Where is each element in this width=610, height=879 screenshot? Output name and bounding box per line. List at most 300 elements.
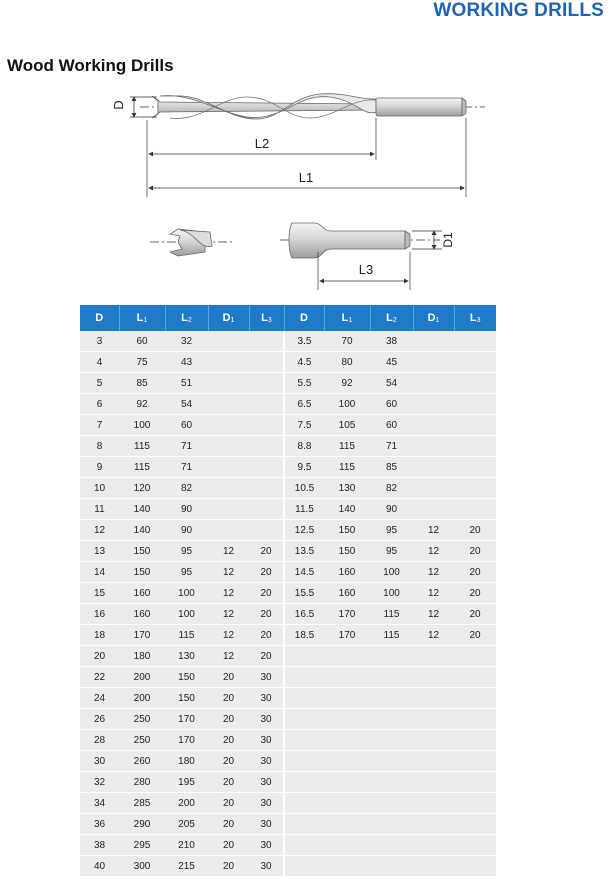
table-cell <box>454 436 496 457</box>
table-cell: 10.5 <box>284 478 324 499</box>
table-row <box>80 436 496 457</box>
column-header-sub: 3 <box>267 317 272 324</box>
table-cell <box>249 478 284 499</box>
table-cell: 20 <box>208 814 249 835</box>
table-cell: 160 <box>119 583 165 604</box>
column-header-main: D <box>222 312 231 324</box>
table-cell: 3 <box>80 331 119 352</box>
table-cell: 150 <box>165 667 208 688</box>
table-row <box>80 667 496 688</box>
table-cell <box>208 394 249 415</box>
table-cell: 90 <box>165 520 208 541</box>
table-cell: 16 <box>80 604 119 625</box>
table-row <box>80 835 496 856</box>
table-cell <box>324 646 370 667</box>
table-cell: 20 <box>454 583 496 604</box>
column-header-main: L <box>181 312 188 324</box>
table-cell <box>284 646 324 667</box>
table-cell: 12 <box>413 583 454 604</box>
column-header-main: L <box>261 312 268 324</box>
table-cell: 12.5 <box>284 520 324 541</box>
table-cell <box>454 730 496 751</box>
table-cell: 75 <box>119 352 165 373</box>
table-cell: 30 <box>249 709 284 730</box>
table-cell <box>324 835 370 856</box>
table-cell: 115 <box>165 625 208 646</box>
table-cell: 200 <box>165 793 208 814</box>
column-header <box>119 305 165 331</box>
column-header-main: D <box>95 312 104 324</box>
table-cell: 60 <box>119 331 165 352</box>
table-cell: 12 <box>413 625 454 646</box>
table-cell: 5.5 <box>284 373 324 394</box>
table-cell: 20 <box>249 646 284 667</box>
table-cell <box>370 688 413 709</box>
table-cell: 295 <box>119 835 165 856</box>
table-cell: 22 <box>80 667 119 688</box>
table-row <box>80 478 496 499</box>
table-cell <box>413 394 454 415</box>
table-header <box>80 305 496 331</box>
table-cell <box>454 331 496 352</box>
table-cell: 20 <box>249 541 284 562</box>
table-cell <box>208 478 249 499</box>
table-cell <box>454 415 496 436</box>
table-cell: 20 <box>208 667 249 688</box>
table-cell: 100 <box>370 583 413 604</box>
table-cell: 215 <box>165 856 208 877</box>
label-l3: L3 <box>358 262 374 277</box>
table-cell <box>249 436 284 457</box>
table-cell: 115 <box>119 436 165 457</box>
table-cell: 20 <box>454 604 496 625</box>
table-cell: 170 <box>165 730 208 751</box>
table-row <box>80 751 496 772</box>
table-cell: 20 <box>454 625 496 646</box>
column-header <box>165 305 208 331</box>
table-cell: 30 <box>80 751 119 772</box>
table-cell <box>413 415 454 436</box>
table-cell: 300 <box>119 856 165 877</box>
table-row <box>80 583 496 604</box>
table-cell: 92 <box>324 373 370 394</box>
table-cell <box>370 856 413 877</box>
table-cell: 92 <box>119 394 165 415</box>
table-cell: 32 <box>80 772 119 793</box>
table-cell <box>249 352 284 373</box>
table-cell: 13.5 <box>284 541 324 562</box>
table-cell: 12 <box>208 541 249 562</box>
table-cell: 43 <box>165 352 208 373</box>
column-header <box>370 305 413 331</box>
column-header-sub: 1 <box>435 317 440 324</box>
table-cell: 82 <box>165 478 208 499</box>
table-cell: 170 <box>324 625 370 646</box>
table-cell: 140 <box>119 520 165 541</box>
table-cell <box>370 751 413 772</box>
drill-shank-detail <box>280 223 455 290</box>
table-cell <box>324 856 370 877</box>
table-cell: 6.5 <box>284 394 324 415</box>
table-row <box>80 772 496 793</box>
table-cell: 14 <box>80 562 119 583</box>
table-cell: 20 <box>80 646 119 667</box>
table-cell: 26 <box>80 709 119 730</box>
table-cell <box>413 709 454 730</box>
drill-spec-table <box>80 305 496 877</box>
table-cell: 9 <box>80 457 119 478</box>
table-cell: 71 <box>165 457 208 478</box>
table-cell: 18 <box>80 625 119 646</box>
table-row <box>80 625 496 646</box>
table-row <box>80 520 496 541</box>
table-cell <box>370 772 413 793</box>
table-cell <box>413 646 454 667</box>
table-cell: 170 <box>165 709 208 730</box>
table-cell <box>370 730 413 751</box>
table-row <box>80 688 496 709</box>
column-header-main: D <box>300 312 308 324</box>
table-cell <box>454 772 496 793</box>
table-cell <box>208 415 249 436</box>
table-cell: 28 <box>80 730 119 751</box>
drill-tip-detail <box>150 229 235 256</box>
table-cell: 40 <box>80 856 119 877</box>
table-cell: 20 <box>208 709 249 730</box>
column-header <box>413 305 454 331</box>
table-cell: 54 <box>165 394 208 415</box>
table-cell: 20 <box>249 583 284 604</box>
table-cell: 200 <box>119 667 165 688</box>
table-cell: 160 <box>324 583 370 604</box>
table-cell <box>249 373 284 394</box>
table-cell <box>208 520 249 541</box>
table-cell: 100 <box>370 562 413 583</box>
column-header-main: L <box>386 312 393 324</box>
table-cell <box>454 709 496 730</box>
table-cell: 36 <box>80 814 119 835</box>
table-row <box>80 541 496 562</box>
table-cell <box>249 415 284 436</box>
table-cell: 205 <box>165 814 208 835</box>
table-cell <box>454 499 496 520</box>
table-cell <box>370 835 413 856</box>
table-cell <box>208 373 249 394</box>
table-cell <box>413 499 454 520</box>
table-cell: 20 <box>208 730 249 751</box>
table-cell <box>284 667 324 688</box>
table-cell: 20 <box>454 562 496 583</box>
table-cell: 170 <box>119 625 165 646</box>
table-cell <box>413 478 454 499</box>
table-cell: 54 <box>370 373 413 394</box>
table-cell: 7.5 <box>284 415 324 436</box>
table-cell <box>284 835 324 856</box>
table-cell <box>413 793 454 814</box>
table-cell <box>284 856 324 877</box>
table-cell <box>324 667 370 688</box>
table-cell: 12 <box>208 646 249 667</box>
table-cell <box>413 436 454 457</box>
table-cell <box>370 667 413 688</box>
table-cell: 38 <box>370 331 413 352</box>
table-cell <box>454 814 496 835</box>
table-cell: 3.5 <box>284 331 324 352</box>
table-cell: 12 <box>413 562 454 583</box>
table-cell: 30 <box>249 835 284 856</box>
table-cell: 285 <box>119 793 165 814</box>
table-cell: 160 <box>324 562 370 583</box>
table-cell <box>324 772 370 793</box>
label-l2: L2 <box>254 136 270 151</box>
table-cell: 160 <box>119 604 165 625</box>
table-cell <box>208 499 249 520</box>
table-cell: 115 <box>370 625 413 646</box>
table-cell: 6 <box>80 394 119 415</box>
table-cell: 30 <box>249 751 284 772</box>
column-header <box>284 305 324 331</box>
table-row <box>80 709 496 730</box>
table-cell: 32 <box>165 331 208 352</box>
table-cell: 12 <box>208 583 249 604</box>
table-cell: 170 <box>324 604 370 625</box>
table-cell: 150 <box>165 688 208 709</box>
table-cell <box>454 373 496 394</box>
column-header-main: L <box>136 312 144 324</box>
table-cell <box>454 667 496 688</box>
table-cell: 20 <box>208 688 249 709</box>
table-cell: 30 <box>249 772 284 793</box>
table-cell <box>454 394 496 415</box>
label-d1: D1 <box>441 232 455 248</box>
table-cell: 4 <box>80 352 119 373</box>
table-cell <box>324 751 370 772</box>
table-row <box>80 457 496 478</box>
column-header <box>80 305 119 331</box>
table-cell: 120 <box>119 478 165 499</box>
table-cell <box>454 688 496 709</box>
table-cell: 8 <box>80 436 119 457</box>
table-cell: 180 <box>165 751 208 772</box>
table-cell: 90 <box>370 499 413 520</box>
table-cell: 95 <box>370 520 413 541</box>
table-cell: 12 <box>413 604 454 625</box>
table-cell: 115 <box>370 604 413 625</box>
table-cell <box>413 751 454 772</box>
table-cell: 150 <box>119 541 165 562</box>
table-cell: 20 <box>208 793 249 814</box>
table-cell: 71 <box>370 436 413 457</box>
table-cell <box>413 373 454 394</box>
label-l1: L1 <box>298 170 314 185</box>
table-row <box>80 856 496 877</box>
table-cell <box>454 835 496 856</box>
table-cell <box>413 457 454 478</box>
drill-diagram <box>0 0 610 300</box>
column-header <box>249 305 284 331</box>
table-cell <box>370 709 413 730</box>
table-cell: 30 <box>249 793 284 814</box>
table-row <box>80 562 496 583</box>
table-cell: 30 <box>249 730 284 751</box>
table-cell: 95 <box>165 541 208 562</box>
table-cell: 30 <box>249 667 284 688</box>
table-row <box>80 793 496 814</box>
table-cell <box>413 688 454 709</box>
table-cell: 95 <box>370 541 413 562</box>
table-cell: 20 <box>249 562 284 583</box>
table-cell: 150 <box>324 520 370 541</box>
label-d: D <box>111 100 126 110</box>
table-cell <box>284 709 324 730</box>
table-cell <box>413 331 454 352</box>
table-cell: 130 <box>324 478 370 499</box>
table-cell <box>208 457 249 478</box>
table-cell: 30 <box>249 688 284 709</box>
table-cell: 38 <box>80 835 119 856</box>
table-cell: 100 <box>324 394 370 415</box>
table-cell: 250 <box>119 730 165 751</box>
table-cell: 12 <box>208 625 249 646</box>
table-cell: 250 <box>119 709 165 730</box>
table-cell <box>324 730 370 751</box>
table-cell <box>208 331 249 352</box>
table-cell <box>284 730 324 751</box>
table-cell <box>413 667 454 688</box>
table-cell: 180 <box>119 646 165 667</box>
table-cell: 18.5 <box>284 625 324 646</box>
page-title: Wood Working Drills <box>7 56 174 75</box>
table-cell: 130 <box>165 646 208 667</box>
table-cell <box>324 688 370 709</box>
table-cell <box>249 331 284 352</box>
table-cell <box>284 688 324 709</box>
table-cell <box>284 793 324 814</box>
table-row <box>80 373 496 394</box>
column-header <box>324 305 370 331</box>
table-cell: 24 <box>80 688 119 709</box>
table-row <box>80 499 496 520</box>
table-cell <box>370 646 413 667</box>
table-cell: 4.5 <box>284 352 324 373</box>
table-cell: 150 <box>324 541 370 562</box>
table-cell <box>370 814 413 835</box>
table-cell <box>284 751 324 772</box>
table-cell <box>413 835 454 856</box>
table-cell <box>324 793 370 814</box>
table-cell <box>208 352 249 373</box>
table-cell: 12 <box>208 562 249 583</box>
table-cell: 115 <box>119 457 165 478</box>
table-cell: 82 <box>370 478 413 499</box>
table-cell: 20 <box>249 625 284 646</box>
table-cell <box>413 730 454 751</box>
table-cell: 115 <box>324 457 370 478</box>
table-cell: 260 <box>119 751 165 772</box>
table-cell: 10 <box>80 478 119 499</box>
table-cell <box>249 394 284 415</box>
table-row <box>80 646 496 667</box>
table-cell: 51 <box>165 373 208 394</box>
table-cell: 20 <box>208 835 249 856</box>
table-cell <box>249 520 284 541</box>
table-cell <box>454 856 496 877</box>
table-cell: 100 <box>165 583 208 604</box>
table-cell: 12 <box>413 541 454 562</box>
table-cell: 140 <box>324 499 370 520</box>
table-cell <box>454 457 496 478</box>
table-cell: 105 <box>324 415 370 436</box>
table-cell: 34 <box>80 793 119 814</box>
table-cell <box>454 478 496 499</box>
table-cell <box>208 436 249 457</box>
table-cell: 20 <box>208 751 249 772</box>
table-cell <box>413 814 454 835</box>
table-cell: 12 <box>413 520 454 541</box>
table-cell <box>324 814 370 835</box>
table-cell <box>249 457 284 478</box>
table-cell: 200 <box>119 688 165 709</box>
table-cell: 20 <box>454 541 496 562</box>
column-header-sub: 1 <box>348 317 353 324</box>
table-cell <box>284 814 324 835</box>
table-cell: 290 <box>119 814 165 835</box>
table-cell <box>454 646 496 667</box>
table-cell: 71 <box>165 436 208 457</box>
table-cell: 12 <box>80 520 119 541</box>
table-cell <box>413 856 454 877</box>
table-cell: 100 <box>119 415 165 436</box>
table-cell: 60 <box>370 394 413 415</box>
table-cell <box>454 751 496 772</box>
table-cell: 90 <box>165 499 208 520</box>
table-cell: 16.5 <box>284 604 324 625</box>
table-cell: 5 <box>80 373 119 394</box>
column-header-main: L <box>341 312 349 324</box>
table-cell: 7 <box>80 415 119 436</box>
table-cell: 115 <box>324 436 370 457</box>
table-row <box>80 415 496 436</box>
table-cell <box>413 352 454 373</box>
table-cell: 210 <box>165 835 208 856</box>
column-header-sub: 3 <box>476 317 481 324</box>
column-header <box>454 305 496 331</box>
table-row <box>80 604 496 625</box>
column-header <box>208 305 249 331</box>
table-cell: 195 <box>165 772 208 793</box>
table-cell: 20 <box>249 604 284 625</box>
table-cell: 60 <box>165 415 208 436</box>
table-cell: 30 <box>249 814 284 835</box>
table-cell: 20 <box>454 520 496 541</box>
column-header-sub: 1 <box>143 317 148 324</box>
table-cell: 14.5 <box>284 562 324 583</box>
table-row <box>80 394 496 415</box>
table-cell: 60 <box>370 415 413 436</box>
table-cell: 85 <box>370 457 413 478</box>
table-cell <box>324 709 370 730</box>
table-cell: 280 <box>119 772 165 793</box>
table-row <box>80 352 496 373</box>
table-cell: 45 <box>370 352 413 373</box>
table-cell: 95 <box>165 562 208 583</box>
table-cell: 20 <box>208 772 249 793</box>
table-cell: 12 <box>208 604 249 625</box>
table-cell: 8.8 <box>284 436 324 457</box>
column-header-sub: 1 <box>230 317 235 324</box>
column-header-main: L <box>469 312 477 324</box>
column-header-main: D <box>427 312 436 324</box>
